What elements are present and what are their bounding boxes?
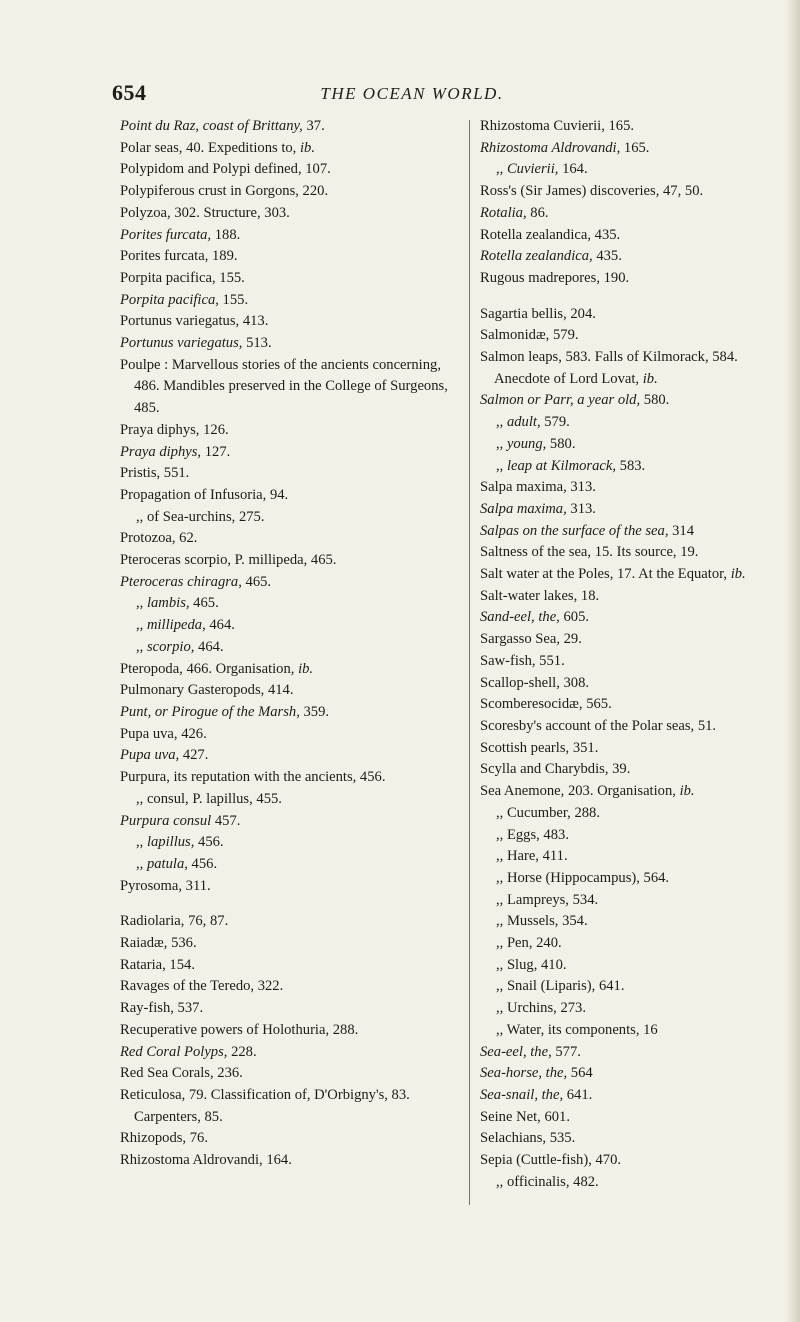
index-entry: Rugous madrepores, 190.: [480, 269, 630, 286]
index-entry: Raiadæ, 536.: [120, 935, 197, 952]
index-entry: Reticulosa, 79. Classification of, D'Orbigny's, 83. Carpenters, 85.: [120, 1086, 410, 1125]
section-gap: [120, 897, 455, 911]
index-entry: Scallop-shell, 308.: [480, 674, 590, 691]
index-entry: Poulpe : Marvellous stories of the ancients concerning, 486. Mandibles preserved in the College of Surgeons, 485.: [120, 356, 448, 417]
index-entry: Salpa maxima, 313.: [480, 500, 596, 517]
index-entry: Pteroceras chiragra, 465.: [120, 573, 272, 590]
column-divider: [469, 120, 470, 1205]
index-entry: Scomberesocidæ, 565.: [480, 696, 612, 713]
index-entry: Porites furcata, 188.: [120, 226, 241, 243]
index-entry: Pupa uva, 426.: [120, 725, 207, 742]
index-column-right: [480, 116, 780, 1193]
index-entry: Salt-water lakes, 18.: [480, 587, 600, 604]
index-entry: Radiolaria, 76, 87.: [120, 913, 229, 930]
index-entry: Saltness of the sea, 15. Its source, 19.: [480, 544, 699, 561]
index-entry: ,, consul, P. lapillus, 455.: [136, 790, 282, 807]
index-entry: ,, lapillus, 456.: [136, 834, 224, 851]
index-entry: Protozoa, 62.: [120, 530, 198, 547]
index-entry: Purpura, its reputation with the ancients, 456.: [120, 769, 386, 786]
index-entry: ,, patula, 456.: [136, 855, 218, 872]
index-entry: Pulmonary Gasteropods, 414.: [120, 682, 294, 699]
index-entry: Rotella zealandica, 435.: [480, 226, 621, 243]
index-entry: Propagation of Infusoria, 94.: [120, 486, 289, 503]
index-entry: Saw-fish, 551.: [480, 652, 565, 669]
index-entry: ,, Slug, 410.: [496, 956, 567, 973]
index-entry: ,, scorpio, 464.: [136, 638, 224, 655]
index-entry: ,, Eggs, 483.: [496, 826, 569, 843]
page-header: [112, 80, 712, 114]
index-entry: ,, Urchins, 273.: [496, 1000, 586, 1017]
index-entry: Pupa uva, 427.: [120, 747, 209, 764]
index-entry: Rataria, 154.: [120, 956, 195, 973]
index-entry: Sargasso Sea, 29.: [480, 631, 582, 648]
index-entry: Sea-snail, the, 641.: [480, 1086, 593, 1103]
index-entry: Salmon or Parr, a year old, 580.: [480, 392, 670, 409]
index-entry: ,, millipeda, 464.: [136, 617, 235, 634]
index-entry: Portunus variegatus, 513.: [120, 335, 272, 352]
index-entry: Pristis, 551.: [120, 465, 190, 482]
index-entry: Salt water at the Poles, 17. At the Equator, ib.: [480, 566, 746, 583]
index-entry: Red Sea Corals, 236.: [120, 1065, 243, 1082]
index-entry: Sea-horse, the, 564: [480, 1065, 593, 1082]
index-entry: Selachians, 535.: [480, 1130, 576, 1147]
index-entry: Purpura consul 457.: [120, 812, 241, 829]
index-entry: ,, Lampreys, 534.: [496, 891, 599, 908]
index-entry: Polar seas, 40. Expeditions to, ib.: [120, 139, 315, 156]
index-entry: Praya diphys, 126.: [120, 421, 229, 438]
index-entry: Porpita pacifica, 155.: [120, 291, 249, 308]
index-entry: ,, adult, 579.: [496, 414, 570, 431]
index-entry: Porites furcata, 189.: [120, 248, 238, 265]
index-entry: Sagartia bellis, 204.: [480, 305, 596, 322]
index-entry: Porpita pacifica, 155.: [120, 269, 245, 286]
index-entry: Sea Anemone, 203. Organisation, ib.: [480, 783, 695, 800]
index-entry: Pyrosoma, 311.: [120, 877, 211, 894]
index-entry: ,, leap at Kilmorack, 583.: [496, 457, 646, 474]
index-entry: ,, Hare, 411.: [496, 848, 568, 865]
index-entry: Salmon leaps, 583. Falls of Kilmorack, 584. Anecdote of Lord Lovat, ib.: [480, 349, 738, 387]
index-entry: Rhizopods, 76.: [120, 1130, 208, 1147]
index-entry: ,, Mussels, 354.: [496, 913, 588, 930]
index-entry: Salpas on the surface of the sea, 314: [480, 522, 695, 539]
index-entry: Polypiferous crust in Gorgons, 220.: [120, 183, 329, 200]
index-entry: ,, Horse (Hippocampus), 564.: [496, 869, 670, 886]
index-entry: Salmonidæ, 579.: [480, 327, 579, 344]
index-entry: Pteroceras scorpio, P. millipeda, 465.: [120, 552, 337, 569]
index-entry: Seine Net, 601.: [480, 1108, 570, 1125]
index-entry: Ravages of the Teredo, 322.: [120, 978, 284, 995]
section-gap: [480, 290, 780, 304]
index-entry: Ray-fish, 537.: [120, 1000, 204, 1017]
index-entry: ,, Water, its components, 16: [496, 1021, 658, 1038]
index-entry: Rotella zealandica, 435.: [480, 248, 622, 265]
index-entry: Sea-eel, the, 577.: [480, 1043, 581, 1060]
index-entry: Scoresby's account of the Polar seas, 51.: [480, 717, 717, 734]
index-entry: Rotalia, 86.: [480, 204, 549, 221]
index-entry: ,, young, 580.: [496, 435, 576, 452]
index-entry: Sand-eel, the, 605.: [480, 609, 590, 626]
index-entry: ,, officinalis, 482.: [496, 1173, 599, 1190]
index-entry: Recuperative powers of Holothuria, 288.: [120, 1021, 359, 1038]
page-edge-shadow: [786, 0, 800, 1322]
running-title: THE OCEAN WORLD.: [320, 84, 504, 103]
index-entry: Polypidom and Polypi defined, 107.: [120, 161, 331, 178]
index-entry: ,, Cucumber, 288.: [496, 804, 600, 821]
index-entry: Pteropoda, 466. Organisation, ib.: [120, 660, 314, 677]
index-entry: Portunus variegatus, 413.: [120, 313, 269, 330]
index-entry: Sepia (Cuttle-fish), 470.: [480, 1152, 622, 1169]
index-entry: ,, Pen, 240.: [496, 935, 562, 952]
index-entry: ,, Snail (Liparis), 641.: [496, 978, 625, 995]
index-entry: Polyzoa, 302. Structure, 303.: [120, 204, 290, 221]
page-number: 654: [112, 80, 147, 105]
index-entry: Point du Raz, coast of Brittany, 37.: [120, 118, 325, 134]
index-entry: Rhizostoma Cuvierii, 165.: [480, 118, 635, 134]
index-entry: Salpa maxima, 313.: [480, 479, 596, 496]
index-entry: Praya diphys, 127.: [120, 443, 231, 460]
index-column-left: [120, 116, 455, 1172]
index-entry: ,, Cuvierii, 164.: [496, 161, 588, 178]
index-entry: ,, of Sea-urchins, 275.: [136, 508, 265, 525]
index-entry: Rhizostoma Aldrovandi, 164.: [120, 1152, 292, 1169]
index-entry: ,, lambis, 465.: [136, 595, 219, 612]
index-entry: Punt, or Pirogue of the Marsh, 359.: [120, 703, 330, 720]
index-entry: Ross's (Sir James) discoveries, 47, 50.: [480, 183, 704, 200]
index-entry: Rhizostoma Aldrovandi, 165.: [480, 139, 650, 156]
index-entry: Red Coral Polyps, 228.: [120, 1043, 257, 1060]
index-entry: Scottish pearls, 351.: [480, 739, 599, 756]
index-entry: Scylla and Charybdis, 39.: [480, 761, 631, 778]
